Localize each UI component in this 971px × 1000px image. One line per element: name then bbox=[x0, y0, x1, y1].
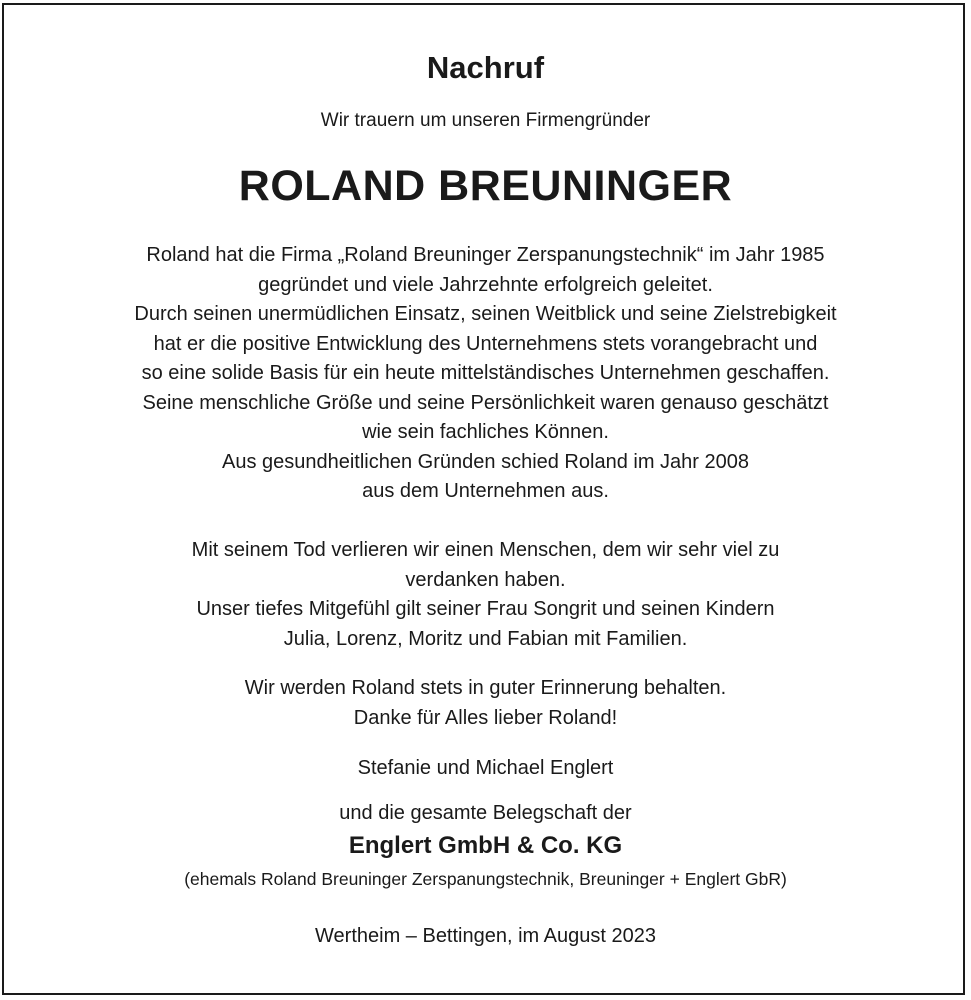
company-former-names: (ehemals Roland Breuninger Zerspanungstechnik, Breuninger + Englert GbR) bbox=[184, 869, 787, 889]
biography-line: Roland hat die Firma „Roland Breuninger Zerspanungstechnik“ im Jahr 1985 bbox=[146, 244, 825, 266]
biography-line: gegründet und viele Jahrzehnte erfolgreich geleitet. bbox=[258, 273, 713, 296]
biography-line: Durch seinen unermüdlichen Einsatz, seinen Weitblick und seine Zielstrebigkeit bbox=[134, 303, 837, 325]
condolence-line: Unser tiefes Mitgefühl gilt seiner Frau Songrit und seinen Kindern bbox=[196, 598, 775, 620]
signatories: Stefanie und Michael Englert bbox=[357, 757, 614, 779]
remembrance-line: Danke für Alles lieber Roland! bbox=[353, 706, 618, 729]
biography-line: wie sein fachliches Können. bbox=[362, 421, 609, 443]
paragraph-remembrance bbox=[0, 674, 971, 733]
notice-intro: Wir trauern um unseren Firmengründer bbox=[320, 110, 651, 131]
staff-line: und die gesamte Belegschaft der bbox=[339, 802, 632, 824]
condolence-line: verdanken haben. bbox=[405, 568, 566, 591]
biography-line: hat er die positive Entwicklung des Unternehmens stets vorangebracht und bbox=[153, 332, 818, 355]
condolence-line: Mit seinem Tod verlieren wir einen Menschen, dem wir sehr viel zu bbox=[191, 539, 780, 561]
place-date: Wertheim – Bettingen, im August 2023 bbox=[315, 925, 656, 947]
biography-line: Aus gesundheitlichen Gründen schied Roland im Jahr 2008 bbox=[221, 450, 749, 473]
notice-heading: Nachruf bbox=[426, 50, 545, 85]
paragraph-condolence bbox=[0, 536, 971, 654]
paragraph-biography bbox=[0, 241, 971, 507]
deceased-name: ROLAND BREUNINGER bbox=[238, 162, 733, 210]
company-name: Englert GmbH & Co. KG bbox=[348, 832, 623, 859]
condolence-line: Julia, Lorenz, Moritz und Fabian mit Familien. bbox=[283, 627, 688, 650]
biography-line: Seine menschliche Größe und seine Persönlichkeit waren genauso geschätzt bbox=[142, 391, 829, 414]
remembrance-line: Wir werden Roland stets in guter Erinnerung behalten. bbox=[244, 677, 727, 699]
biography-line: aus dem Unternehmen aus. bbox=[362, 480, 609, 502]
biography-line: so eine solide Basis für ein heute mittelständisches Unternehmen geschaffen. bbox=[141, 362, 830, 384]
